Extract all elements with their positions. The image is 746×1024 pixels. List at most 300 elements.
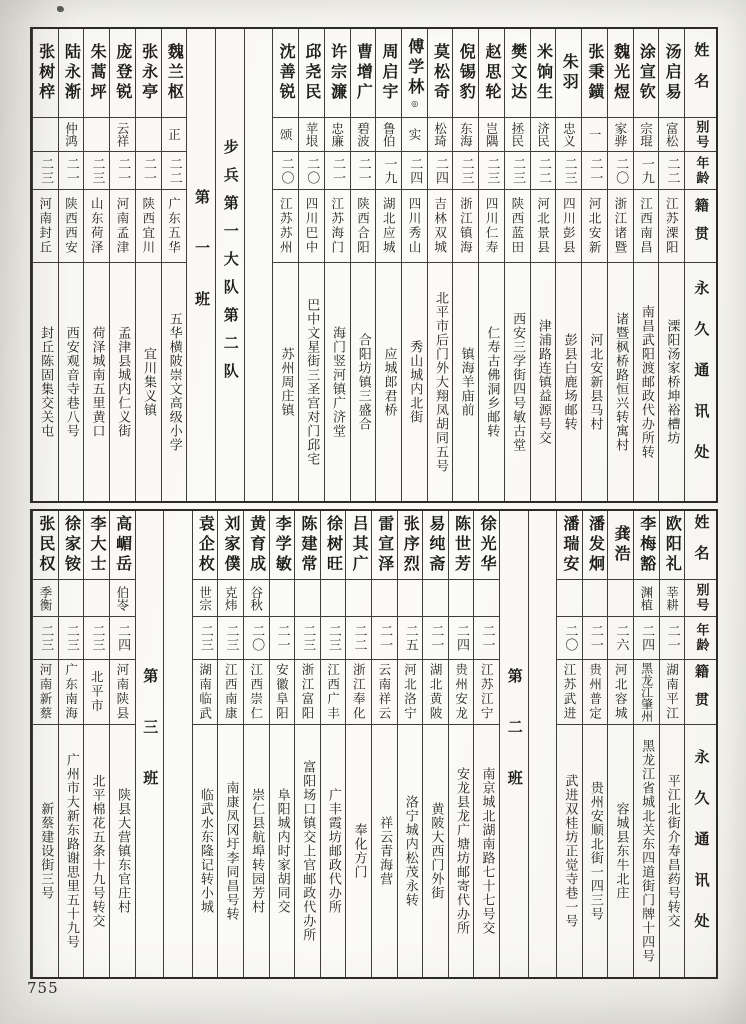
student-origin: 河北容城 [613, 663, 629, 721]
origin-cell [244, 659, 269, 724]
student-origin: 江苏武进 [562, 663, 578, 721]
address-cell [59, 262, 84, 501]
alias-cell [218, 579, 243, 616]
address-cell [583, 724, 608, 977]
student-name: 潘瑞安 [560, 515, 580, 575]
address-cell [110, 262, 135, 501]
student-column [109, 511, 135, 977]
name-cell [33, 29, 58, 117]
student-age: 二三 [510, 156, 526, 185]
name-cell [84, 29, 109, 117]
column-header-label: 姓名 [692, 42, 711, 104]
student-age: 二三 [38, 156, 54, 185]
student-addr: 贵州安顺北街一四三号 [587, 781, 603, 921]
name-cell [402, 29, 427, 117]
address-cell [33, 262, 58, 501]
name-cell [270, 511, 295, 579]
origin-cell [372, 659, 397, 724]
student-column [452, 29, 478, 501]
student-name: 高嵋岳 [113, 515, 133, 575]
alias-cell [453, 117, 478, 151]
student-age: 二三 [63, 624, 79, 652]
student-column [607, 29, 633, 501]
squad-label: 第二班 [505, 667, 524, 821]
alias-cell [84, 579, 109, 616]
student-alias: 世宗 [197, 585, 213, 611]
student-column [555, 29, 581, 501]
origin-cell [325, 189, 350, 262]
age-cell [453, 151, 478, 189]
student-alias: 一 [587, 128, 603, 141]
student-addr: 安龙县龙广塘坊邮寄代办所 [453, 767, 469, 935]
student-column [582, 511, 608, 977]
student-addr: 应城郎君桥 [381, 347, 397, 417]
student-origin: 江苏江宁 [479, 663, 495, 721]
student-addr: 合阳坊镇三盛合 [355, 333, 371, 431]
student-column [556, 511, 582, 977]
origin-cell [634, 659, 659, 724]
student-name: 张树梓 [36, 43, 56, 103]
name-cell [428, 29, 453, 117]
age-cell [557, 616, 582, 659]
address-cell [376, 262, 401, 501]
column-header-label: 年龄 [693, 155, 709, 186]
student-addr: 阜阳城内时家胡同交 [274, 788, 290, 914]
student-column [272, 29, 298, 501]
student-column [473, 511, 499, 977]
alias-cell [299, 117, 324, 151]
age-cell [634, 151, 659, 189]
address-cell [193, 724, 218, 977]
name-cell [346, 511, 371, 579]
name-cell [84, 511, 109, 579]
address-cell [244, 724, 269, 977]
student-origin: 湖北应城 [381, 197, 397, 255]
student-age: 二一 [664, 624, 680, 652]
alias-cell [376, 117, 401, 151]
address-cell [84, 724, 109, 977]
student-alias: 实 [406, 128, 422, 141]
alias-cell [33, 117, 58, 151]
student-column [135, 29, 161, 501]
student-column [324, 29, 350, 501]
student-alias: 碧波 [355, 122, 371, 147]
student-addr: 黑龙江省城北关东四道街门牌十四号 [639, 739, 655, 963]
student-age: 二一 [63, 156, 79, 185]
student-name: 魏兰枢 [165, 43, 185, 103]
student-alias: 忠廉 [329, 122, 345, 147]
student-age: 二一 [330, 156, 345, 185]
student-alias: 仲鸿 [63, 122, 79, 147]
age-cell [376, 151, 401, 189]
student-origin: 陕西西安 [63, 197, 79, 255]
age-cell [325, 151, 350, 189]
student-alias: 克炜 [223, 585, 239, 611]
student-origin: 广东五华 [166, 197, 182, 255]
alias-cell [659, 117, 684, 151]
alias-cell [582, 117, 607, 151]
origin-cell [557, 659, 582, 724]
origin-cell [531, 189, 556, 262]
student-name: 涂宣钦 [637, 43, 657, 103]
column-header-label: 别号 [693, 119, 709, 150]
student-origin: 江西南昌 [638, 197, 654, 255]
student-addr: 富阳场口镇交上官邮政代办所 [300, 760, 316, 942]
address-cell [449, 724, 474, 977]
age-cell [59, 616, 84, 659]
student-age: 二四 [407, 156, 423, 185]
name-cell [582, 29, 607, 117]
column-header-label: 籍贯 [692, 664, 709, 720]
origin-cell [346, 659, 371, 724]
student-origin: 四川彭县 [561, 197, 577, 255]
address-cell [582, 262, 607, 501]
student-origin: 四川秀山 [406, 197, 422, 255]
student-column [658, 29, 684, 501]
student-name: 曹增广 [354, 43, 374, 103]
student-addr: 荷泽城南五里黄口 [89, 326, 105, 438]
address-cell [270, 724, 295, 977]
age-cell [346, 616, 371, 659]
student-addr: 南昌武阳渡邮政代办所转 [638, 305, 654, 459]
student-name: 张序烈 [401, 515, 421, 575]
student-addr: 秀山城内北街 [407, 340, 423, 424]
origin-cell [162, 189, 187, 262]
student-addr: 新蔡建设街三号 [38, 802, 54, 900]
band-cell [136, 511, 164, 977]
alias-cell [136, 117, 161, 151]
student-origin: 河南陕县 [114, 663, 130, 721]
origin-cell [608, 659, 633, 724]
column-header-label: 别号 [693, 583, 709, 613]
student-origin: 山东荷泽 [89, 197, 105, 255]
student-name: 李学敏 [273, 515, 293, 575]
age-cell [423, 616, 448, 659]
address-cell [218, 724, 243, 977]
student-origin: 四川巴中 [304, 197, 319, 255]
alias-cell [346, 579, 371, 616]
band-cell [216, 29, 244, 501]
student-column [58, 511, 84, 977]
student-column [192, 511, 218, 977]
student-age: 二四 [432, 156, 448, 185]
student-addr: 南康凤冈圩李同昌号转 [223, 781, 239, 921]
name-cell [531, 29, 556, 117]
origin-cell [376, 189, 401, 262]
name-annotation-mark: ◎ [409, 98, 420, 108]
header-cell [685, 579, 716, 616]
student-name: 庞登锐 [113, 43, 133, 103]
header-cell [685, 511, 716, 579]
student-age: 二一 [587, 156, 603, 185]
address-cell [557, 724, 582, 977]
student-addr: 西安观音寺巷八号 [63, 326, 79, 438]
age-cell [351, 151, 376, 189]
name-cell [376, 29, 401, 117]
age-cell [273, 151, 298, 189]
age-cell [110, 616, 135, 659]
student-addr: 祥云青海营 [377, 816, 393, 886]
spacer-column [244, 29, 273, 501]
student-origin: 北平市 [89, 670, 105, 714]
student-age: 二三 [561, 156, 577, 185]
student-column [298, 29, 324, 501]
name-cell [479, 29, 504, 117]
student-origin: 江西南康 [223, 663, 239, 721]
student-alias: 伯岺 [114, 585, 130, 611]
student-name: 徐树旺 [324, 515, 344, 575]
student-origin: 河北景县 [535, 197, 551, 255]
origin-cell [33, 659, 58, 724]
student-name: 陆永渐 [62, 43, 82, 103]
student-addr: 平江北街介寿昌药号转交 [664, 774, 680, 928]
address-cell [634, 262, 659, 501]
alias-cell [84, 117, 109, 151]
origin-cell [505, 189, 530, 262]
student-addr: 封丘陈固集交关屯 [38, 326, 54, 438]
student-origin: 浙江镇海 [458, 197, 474, 255]
student-addr: 洛宁城内松茂永转 [402, 795, 418, 907]
age-cell [556, 151, 581, 189]
alias-cell [634, 117, 659, 151]
student-name: 魏光煜 [611, 43, 631, 103]
student-name: 潘发炯 [586, 515, 606, 575]
student-addr: 临武水东隆记转小城 [197, 788, 213, 914]
student-origin: 江苏苏州 [278, 197, 294, 255]
student-origin: 江苏海门 [329, 197, 345, 255]
student-alias: 忠义 [561, 122, 577, 147]
student-age: 二三 [89, 624, 105, 652]
student-age: 二一 [377, 624, 393, 652]
student-origin: 江西广丰 [325, 663, 341, 721]
student-age: 二一 [274, 624, 290, 652]
origin-cell [582, 189, 607, 262]
spacer-column [163, 511, 192, 977]
student-age: 二三 [223, 624, 239, 652]
address-cell [295, 724, 320, 977]
student-name: 邱尧民 [302, 43, 322, 103]
student-addr: 崇仁县航埠转园芳村 [249, 788, 265, 914]
origin-cell [110, 659, 135, 724]
age-cell [321, 616, 346, 659]
student-age: 一九 [381, 156, 397, 185]
age-cell [110, 151, 135, 189]
name-cell [218, 511, 243, 579]
student-alias: 谷秋 [248, 585, 264, 611]
student-origin: 河南新蔡 [37, 663, 53, 721]
age-cell [162, 151, 187, 189]
student-column [350, 29, 376, 501]
alias-cell [423, 579, 448, 616]
name-cell [557, 511, 582, 579]
student-age: 二三 [458, 156, 474, 185]
student-origin: 安徽阜阳 [274, 663, 290, 721]
name-cell [372, 511, 397, 579]
student-name: 朱蒿坪 [88, 43, 108, 103]
student-age: 二四 [453, 624, 469, 652]
student-column [659, 511, 685, 977]
age-cell [299, 151, 324, 189]
student-addr: 河北安新县马村 [587, 333, 603, 431]
student-alias: 云祥 [115, 122, 130, 147]
student-column [427, 29, 453, 501]
origin-cell [299, 189, 324, 262]
alias-cell [110, 117, 135, 151]
student-origin: 陕西宜川 [140, 197, 156, 255]
age-cell [505, 151, 530, 189]
name-cell [634, 511, 659, 579]
student-origin: 浙江富阳 [300, 663, 316, 721]
header-cell [685, 724, 716, 977]
student-addr: 孟津县城内仁义街 [115, 326, 131, 438]
alias-cell [608, 579, 633, 616]
student-column [109, 29, 135, 501]
origin-cell [295, 659, 320, 724]
student-addr: 海门竖河镇广济堂 [330, 326, 345, 438]
name-cell [659, 29, 684, 117]
student-name: 陈世芳 [452, 515, 472, 575]
address-cell [608, 724, 633, 977]
student-age: 二四 [115, 624, 131, 652]
student-column [401, 29, 427, 501]
origin-cell [428, 189, 453, 262]
address-cell [402, 262, 427, 501]
student-name: 张民权 [36, 515, 56, 575]
address-cell [634, 724, 659, 977]
roster-table-top [30, 27, 718, 503]
student-name: 赵思轮 [482, 43, 502, 103]
header-column [684, 29, 716, 501]
name-cell [299, 29, 324, 117]
address-cell [660, 724, 685, 977]
name-cell [423, 511, 448, 579]
column-header-label: 年龄 [693, 623, 709, 653]
header-cell [685, 659, 716, 724]
student-column [581, 29, 607, 501]
alias-cell [273, 117, 298, 151]
name-cell [660, 511, 685, 579]
age-cell [59, 151, 84, 189]
address-cell [479, 262, 504, 501]
student-column [607, 511, 633, 977]
student-origin: 湖南临武 [197, 663, 213, 721]
name-cell [273, 29, 298, 117]
student-name: 沈善锐 [277, 43, 297, 103]
student-origin: 贵州安龙 [453, 663, 469, 721]
alias-cell [474, 579, 499, 616]
alias-cell [110, 579, 135, 616]
student-addr: 诸暨枫桥路恒兴转寓村 [613, 312, 629, 452]
page-number: 755 [27, 979, 59, 997]
squad-band-column [499, 511, 528, 977]
alias-cell [270, 579, 295, 616]
student-alias: 岂隅 [484, 122, 500, 147]
alias-cell [351, 117, 376, 151]
origin-cell [453, 189, 478, 262]
alias-cell [59, 579, 84, 616]
alias-cell [583, 579, 608, 616]
student-age: 二〇 [562, 624, 578, 652]
alias-cell [59, 117, 84, 151]
student-name: 李大士 [88, 515, 108, 575]
student-age: 二一 [355, 156, 371, 185]
student-column [83, 29, 109, 501]
student-age: 二〇 [278, 156, 294, 185]
alias-cell [660, 579, 685, 616]
student-origin: 浙江诸暨 [612, 197, 628, 255]
student-alias: 松琦 [432, 122, 448, 147]
student-alias: 季衡 [37, 585, 53, 611]
student-addr: 巴中文星街三圣宫对门邱宅 [304, 298, 320, 466]
origin-cell [423, 659, 448, 724]
student-age: 二三 [325, 624, 341, 652]
name-cell [556, 29, 581, 117]
age-cell [479, 151, 504, 189]
student-age: 二〇 [249, 624, 265, 652]
student-origin: 黑龙江肇州 [639, 662, 654, 722]
age-cell [270, 616, 295, 659]
age-cell [193, 616, 218, 659]
age-cell [84, 151, 109, 189]
alias-cell [531, 117, 556, 151]
origin-cell [449, 659, 474, 724]
name-cell [634, 29, 659, 117]
student-alias: 正 [166, 128, 182, 141]
name-cell [325, 29, 350, 117]
alias-cell [479, 117, 504, 151]
age-cell [398, 616, 423, 659]
student-name: 黄育成 [247, 515, 267, 575]
student-name: 雷宣泽 [375, 515, 395, 575]
squad-band-column [186, 29, 215, 501]
name-cell [244, 511, 269, 579]
student-origin: 吉林双城 [432, 197, 448, 255]
student-alias: 苹垠 [304, 122, 319, 147]
age-cell [531, 151, 556, 189]
student-alias: 宗琨 [638, 122, 654, 147]
header-cell [685, 151, 716, 189]
scan-speck [57, 6, 64, 12]
student-origin: 陕西蓝田 [509, 197, 525, 255]
address-cell [325, 262, 350, 501]
student-name: 李梅豁 [637, 515, 657, 575]
student-column [530, 29, 556, 501]
origin-cell [136, 189, 161, 262]
alias-cell [608, 117, 633, 151]
student-name: 米饷生 [534, 43, 554, 103]
alias-cell [162, 117, 187, 151]
address-cell [33, 724, 58, 977]
age-cell [474, 616, 499, 659]
student-name: 袁企枚 [196, 515, 216, 575]
header-cell [685, 262, 716, 501]
age-cell [608, 151, 633, 189]
student-alias: 东海 [458, 122, 474, 147]
address-cell [321, 724, 346, 977]
address-cell [299, 262, 324, 501]
alias-cell [505, 117, 530, 151]
student-column [217, 511, 243, 977]
student-addr: 黄陂大西门外街 [428, 802, 444, 900]
name-cell [136, 29, 161, 117]
name-cell [449, 511, 474, 579]
student-column [478, 29, 504, 501]
student-addr: 仁寿古佛洞乡邮转 [484, 326, 500, 438]
address-cell [531, 262, 556, 501]
address-cell [428, 262, 453, 501]
student-name: 龚浩 [612, 525, 632, 565]
name-cell [110, 29, 135, 117]
